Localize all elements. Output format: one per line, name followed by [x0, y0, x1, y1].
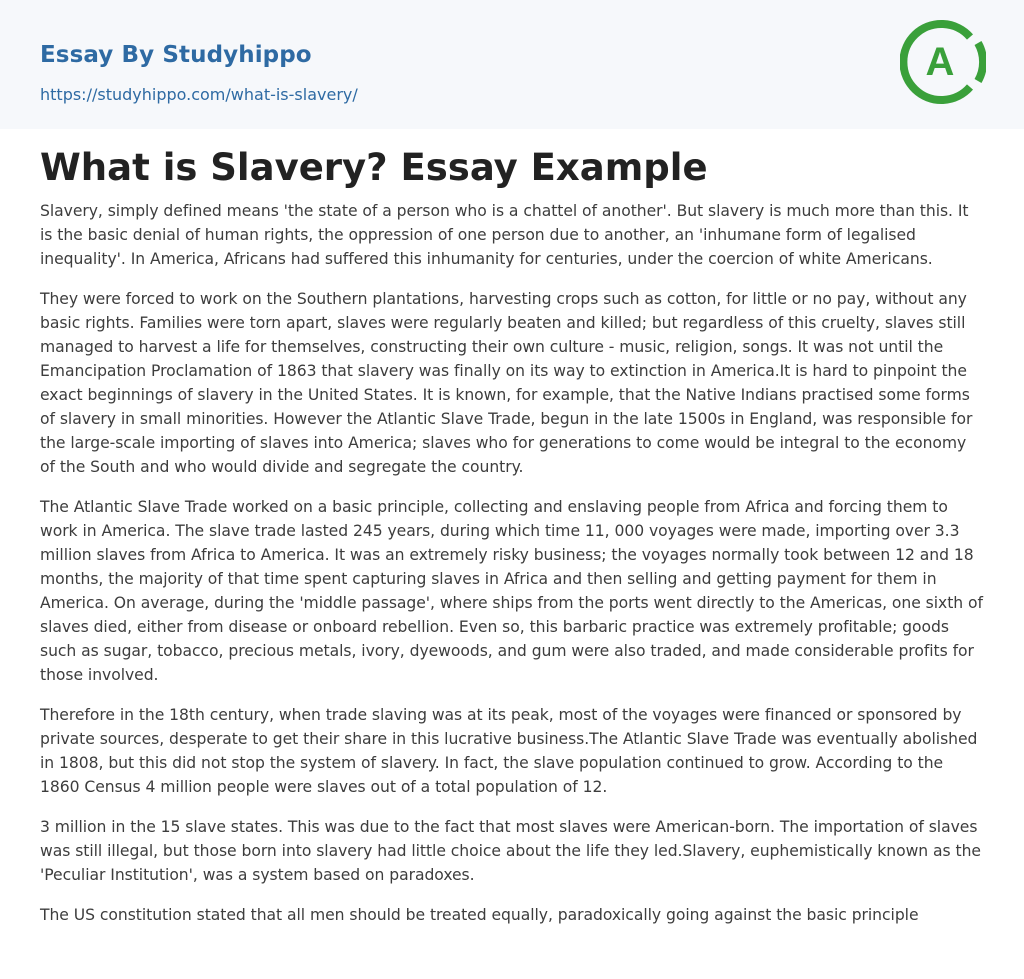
paragraph-1: Slavery, simply defined means 'the state of a person who is a chattel of another'. But slavery is much more than this. It is the basic denial of human rights, the oppression of one person due to another, an 'inhumane form of legalised inequality'. In America, Africans had suffered this inhumanity for centuries, under the coercion of white Americans. — [40, 202, 969, 268]
site-header — [0, 0, 1024, 129]
paragraph-3: The Atlantic Slave Trade worked on a basic principle, collecting and enslaving people from Africa and forcing them to work in America. The slave trade lasted 245 years, during which time 11, 000 voyages were made, importing over 3.3 million slaves from Africa to America. It was an extremely risky business; the voyages normally took between 12 and 18 months, the majority of that time spent capturing slaves in Africa and then selling and getting payment for them in America. On average, during the 'middle passage', where ships from the ports went directly to the Americas, one sixth of slaves died, either from disease or onboard rebellion. Even so, this barbaric practice was extremely profitable; goods such as sugar, tobacco, precious metals, ivory, dyewoods, and gum were also traded, and made considerable profits for those involved. — [40, 498, 983, 684]
paragraph-6: The US constitution stated that all men should be treated equally, paradoxically going against the basic principle — [40, 906, 919, 924]
svg-text:A: A — [925, 40, 955, 84]
paragraph-4: Therefore in the 18th century, when trade slaving was at its peak, most of the voyages were financed or sponsored by private sources, desperate to get their share in this lucrative business.The Atlantic Slave Trade was eventually abolished in 1808, but this did not stop the system of slavery. In fact, the slave population continued to grow. According to the 1860 Census 4 million people were slaves out of a total population of 12. — [40, 706, 978, 796]
site-brand[interactable]: Essay By Studyhippo — [40, 42, 312, 68]
studyhippo-logo-icon[interactable] — [900, 19, 986, 105]
paragraph-5: 3 million in the 15 slave states. This was due to the fact that most slaves were American-born. The importation of slaves was still illegal, but those born into slavery had little choice about the life they led.Slavery, euphemistically known as the 'Peculiar Institution', was a system based on paradoxes. — [40, 818, 981, 884]
article-url-link[interactable]: https://studyhippo.com/what-is-slavery/ — [40, 85, 358, 104]
article-title: What is Slavery? Essay Example — [40, 146, 708, 189]
paragraph-2: They were forced to work on the Southern plantations, harvesting crops such as cotton, for little or no pay, without any basic rights. Families were torn apart, slaves were regularly beaten and killed; but regardless of this cruelty, slaves still managed to harvest a life for themselves, constructing their own culture - music, religion, songs. It was not until the Emancipation Proclamation of 1863 that slavery was finally on its way to extinction in America.It is hard to pinpoint the exact beginnings of slavery in the United States. It is known, for example, that the Native Indians practised some forms of slavery in small minorities. However the Atlantic Slave Trade, begun in the late 1500s in England, was responsible for the large-scale importing of slaves into America; slaves who for generations to come would be integral to the economy of the South and who would divide and segregate the country. — [40, 290, 973, 476]
article-body — [0, 129, 1024, 927]
